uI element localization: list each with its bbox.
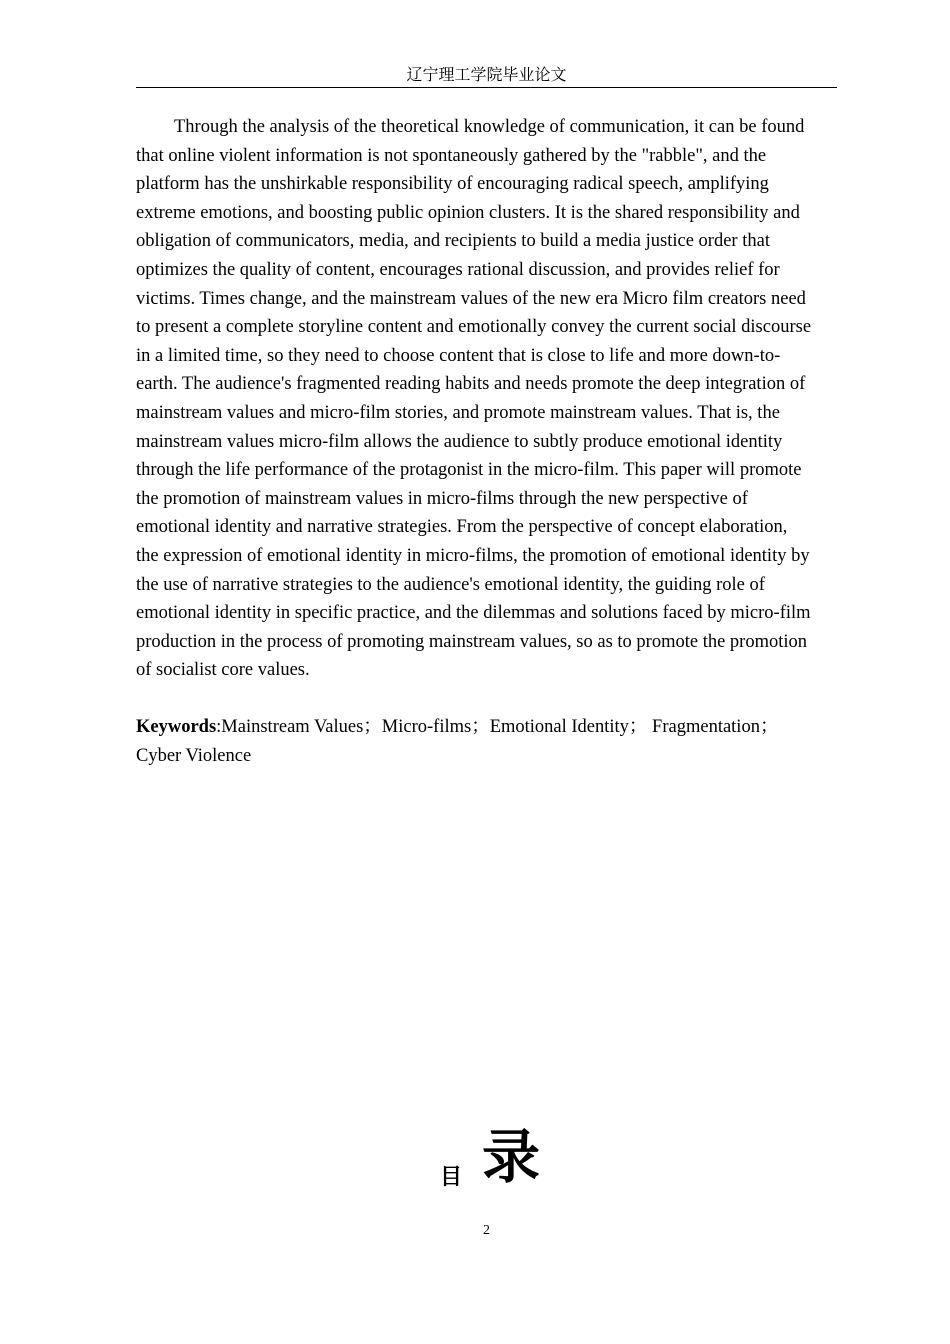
keywords-label: Keywords [136,717,217,737]
abstract-line: to present a complete storyline content and emotionally convey the current social discourse [136,317,812,338]
toc-heading-char2: 录 [482,1123,541,1191]
abstract-line: the promotion of mainstream values in micro-films through the new perspective of [136,488,748,509]
abstract-line: emotional identity in specific practice, and the dilemmas and solutions faced by micro-film [136,603,811,624]
abstract-line: emotional identity and narrative strategies. From the perspective of concept elaboration, [136,517,788,538]
abstract-line: earth. The audience's fragmented reading habits and needs promote the deep integration of [136,374,806,395]
toc-heading-char1: 目 [440,1165,463,1190]
abstract-line: the expression of emotional identity in micro-films, the promotion of emotional identity by [136,545,810,566]
abstract-line: optimizes the quality of content, encourages rational discussion, and provides relief for [136,259,780,280]
page-header: 辽宁理工学院毕业论文 [136,66,837,88]
abstract-line: production in the process of promoting mainstream values, so as to promote the promotion [136,631,808,652]
abstract-line: that online violent information is not spontaneously gathered by the "rabble", and the [136,145,767,166]
page-number: 2 [483,1223,490,1238]
keywords-list: :Mainstream Values；Micro-films；Emotional Identity； Fragmentation； [216,717,779,737]
abstract-line: obligation of communicators, media, and recipients to build a media justice order that [136,231,770,252]
abstract-line: Through the analysis of the theoretical knowledge of communication, it can be found [174,117,805,137]
abstract-line: the use of narrative strategies to the audience's emotional identity, the guiding role of [136,574,765,595]
abstract-line: mainstream values micro-film allows the audience to subtly produce emotional identity [136,431,783,452]
keywords-list-cont: Cyber Violence [136,745,252,766]
abstract-line: of socialist core values. [136,660,310,681]
abstract-line: mainstream values and micro-film stories, and promote mainstream values. That is, the [136,402,780,423]
abstract-line: in a limited time, so they need to choose content that is close to life and more down-to- [136,345,781,366]
abstract-line: victims. Times change, and the mainstream values of the new era Micro film creators need [136,288,806,309]
keywords [136,713,846,770]
abstract-body [136,113,846,685]
abstract-line: through the life performance of the protagonist in the micro-film. This paper will promote [136,460,802,481]
abstract-line: extreme emotions, and boosting public opinion clusters. It is the shared responsibility and [136,202,800,223]
abstract-line: platform has the unshirkable responsibility of encouraging radical speech, amplifying [136,174,769,195]
